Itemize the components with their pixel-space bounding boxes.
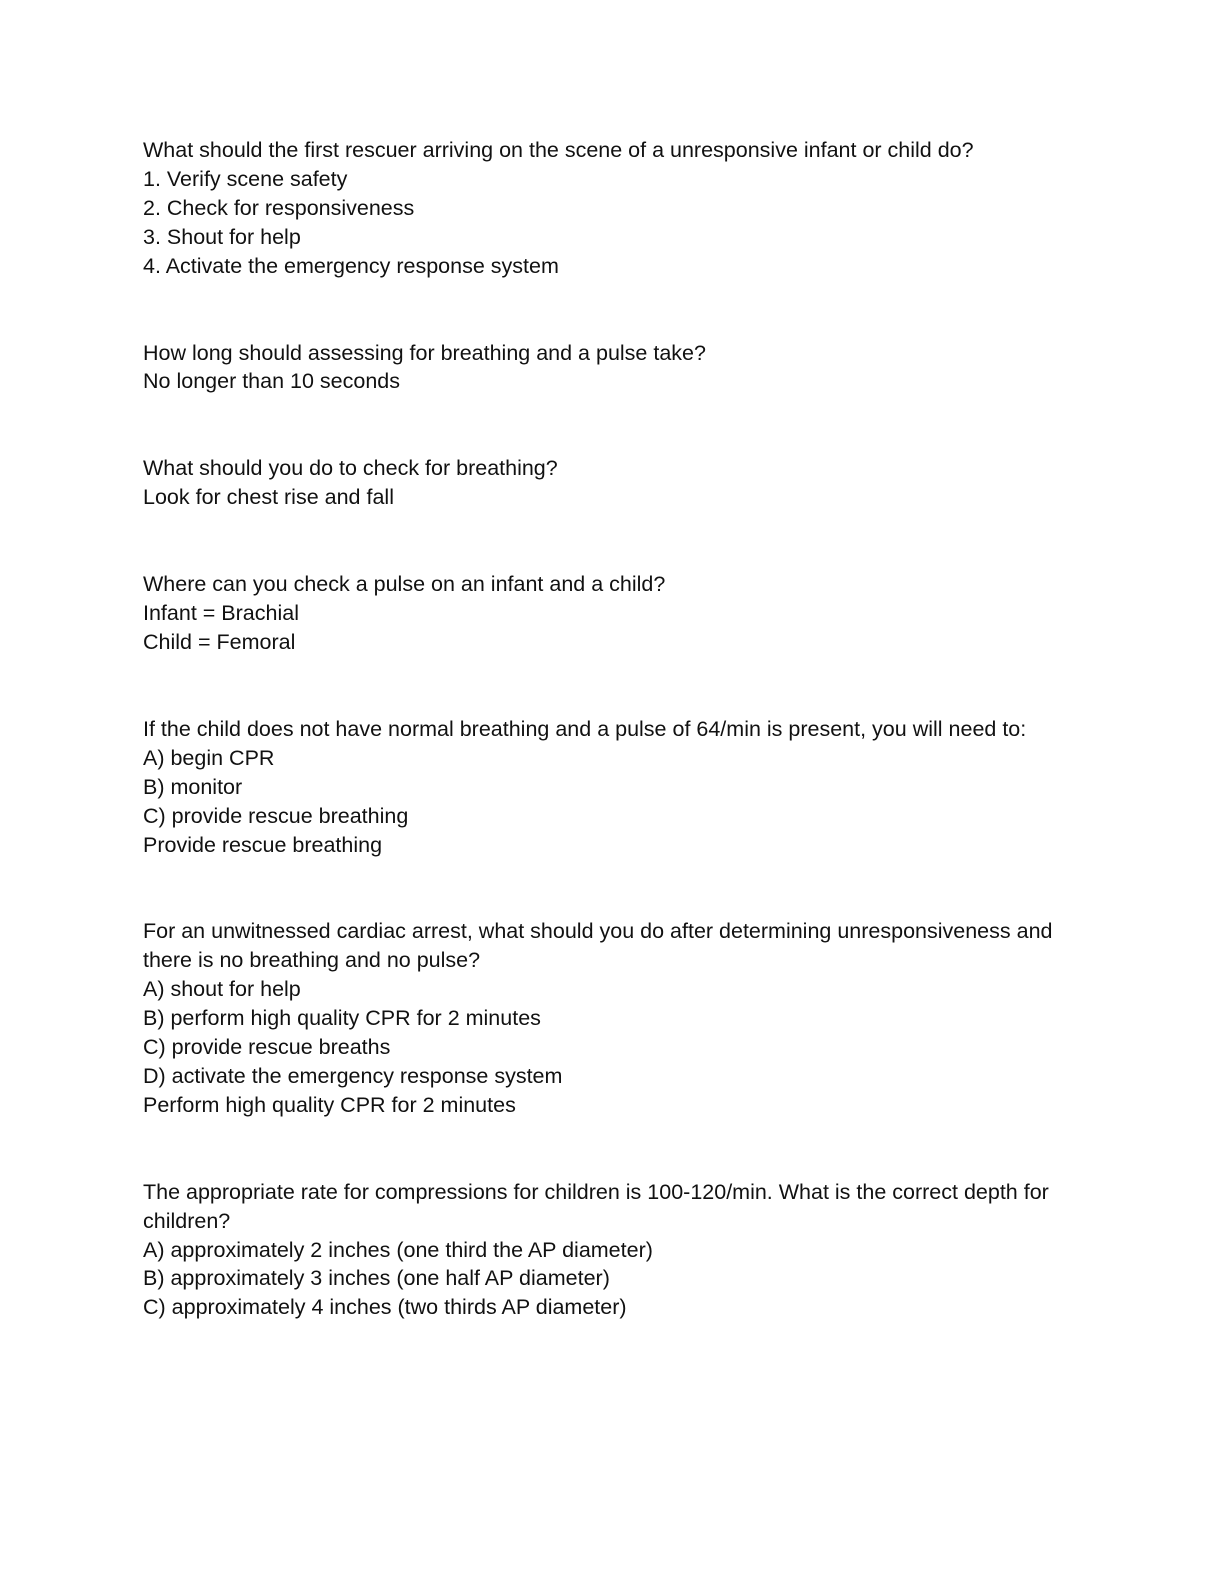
question-prompt: What should you do to check for breathing? [143,456,558,481]
answer-option: C) approximately 4 inches (two thirds AP diameter) [143,1295,627,1320]
question-prompt: The appropriate rate for compressions for children is 100-120/min. What is the correct depth for children? [143,1179,1049,1233]
answer-line: No longer than 10 seconds [143,369,400,394]
section-gap [143,512,1073,570]
section-gap [143,1120,1073,1178]
question-block-1 [143,136,1073,281]
question-block-4 [143,570,1073,657]
question-prompt: What should the first rescuer arriving on the scene of a unresponsive infant or child do? [143,138,974,162]
answer-option: A) approximately 2 inches (one third the AP diameter) [143,1237,653,1262]
answer-line: 2. Check for responsiveness [143,195,415,220]
answer-line: Perform high quality CPR for 2 minutes [143,1092,516,1117]
answer-line: Child = Femoral [143,629,296,654]
question-block-6 [143,917,1073,1119]
document-page [143,136,1073,1322]
section-gap [143,396,1073,454]
answer-option: D) activate the emergency response system [143,1063,563,1088]
answer-option: B) monitor [143,774,243,799]
answer-option: A) begin CPR [143,745,275,770]
question-prompt: How long should assessing for breathing and a pulse take? [143,340,706,365]
question-prompt: Where can you check a pulse on an infant and a child? [143,572,666,597]
answer-line: Infant = Brachial [143,601,299,626]
question-block-2 [143,339,1073,397]
answer-option: A) shout for help [143,977,301,1002]
answer-option: C) provide rescue breathing [143,803,409,828]
section-gap [143,281,1073,339]
answer-option: B) perform high quality CPR for 2 minutes [143,1006,541,1031]
answer-line: Provide rescue breathing [143,832,383,857]
question-block-5 [143,715,1073,860]
answer-option: C) provide rescue breaths [143,1035,391,1060]
answer-line: 1. Verify scene safety [143,166,348,191]
question-prompt: For an unwitnessed cardiac arrest, what should you do after determining unresponsiveness and there is no breathing and no pulse? [143,919,1053,973]
answer-line: Look for chest rise and fall [143,485,394,510]
question-block-3 [143,454,1073,512]
answer-option: B) approximately 3 inches (one half AP diameter) [143,1266,610,1291]
section-gap [143,859,1073,917]
answer-line: 3. Shout for help [143,224,301,249]
answer-line: 4. Activate the emergency response system [143,253,559,278]
section-gap [143,657,1073,715]
question-block-7 [143,1178,1073,1323]
question-prompt: If the child does not have normal breathing and a pulse of 64/min is present, you will need to: [143,716,1027,741]
